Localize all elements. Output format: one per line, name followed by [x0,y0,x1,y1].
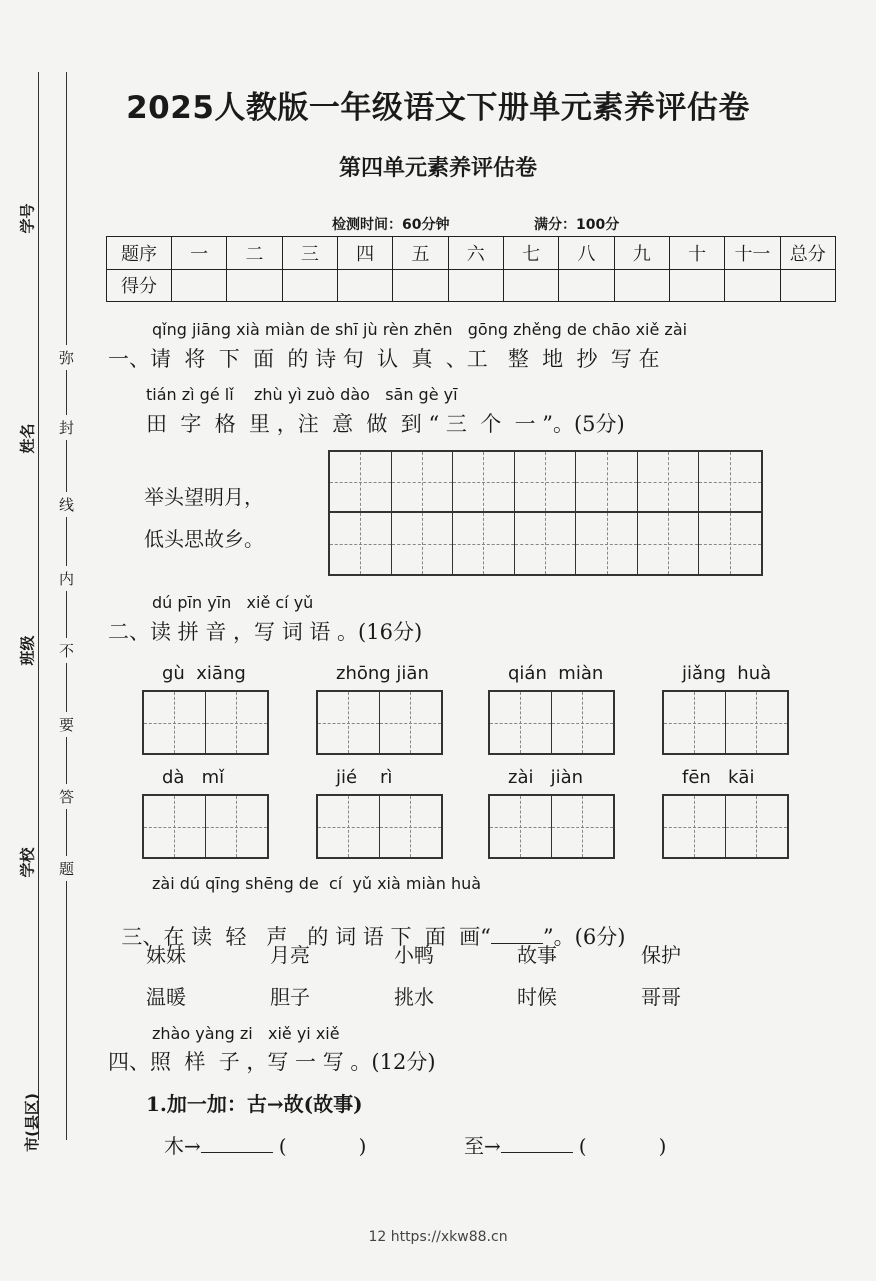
score-cell[interactable] [559,269,614,302]
paren-close: ) [358,1134,367,1158]
poem-line: 举头望明月， [144,485,264,509]
q2-word-pinyin: jié rì [336,767,393,788]
guide-line [668,452,669,511]
score-cell[interactable] [669,269,724,302]
side-outer-line [38,72,39,1140]
q3-word[interactable]: 小鸭 [394,943,434,967]
q2-answer-grid[interactable] [662,690,789,755]
q4-item [464,1130,666,1159]
q2-word-pinyin: gù xiāng [162,663,246,684]
q3-pinyin: zài dú qīng shēng de cí yǔ xià miàn huà [152,874,482,893]
q2-word-pinyin: zhōng jiān [336,663,429,684]
q2-answer-grid[interactable] [142,690,269,755]
q3-word[interactable]: 月亮 [270,943,310,967]
tianzige-cell[interactable] [699,513,761,574]
score-table-col: 一 [172,237,227,270]
seal-char: 内 [59,566,74,591]
q4-item-label: 木→ [164,1134,201,1158]
q2-answer-grid[interactable] [316,794,443,859]
tianzige-cell[interactable] [330,513,392,574]
q4-item-label: 至→ [464,1134,501,1158]
q4-pinyin: zhào yàng zi xiě yi xiě [152,1024,340,1043]
guide-line [694,692,695,753]
seal-char: 要 [59,712,74,737]
seal-char: 不 [59,638,74,663]
side-label-school: 学校 [18,847,37,878]
tianzige-cell[interactable] [490,692,552,753]
guide-line [410,692,411,753]
score-cell[interactable] [780,269,835,302]
guide-line [545,513,546,574]
guide-line [730,452,731,511]
guide-line [174,692,175,753]
tianzige-cell[interactable] [453,513,515,574]
seal-char: 封 [59,415,74,440]
guide-line [756,692,757,753]
tianzige-cell[interactable] [515,452,577,513]
tianzige-cell[interactable] [453,452,515,513]
guide-line [756,796,757,857]
score-cell[interactable] [503,269,558,302]
guide-line [730,513,731,574]
guide-line [236,796,237,857]
guide-line [360,513,361,574]
tianzige-cell[interactable] [515,513,577,574]
score-table-header-row [107,237,836,270]
q2-pinyin: dú pīn yīn xiě cí yǔ [152,593,314,612]
guide-line [483,513,484,574]
q3-word[interactable]: 妹妹 [146,943,186,967]
tianzige-cell[interactable] [726,692,788,753]
tianzige-cell[interactable] [144,796,206,857]
tianzige-cell[interactable] [726,796,788,857]
answer-blank[interactable] [201,1152,273,1153]
tianzige-cell[interactable] [664,692,726,753]
guide-line [236,692,237,753]
guide-line [348,692,349,753]
score-cell[interactable] [448,269,503,302]
guide-line [483,452,484,511]
score-table [106,236,836,302]
tianzige-cell[interactable] [318,796,380,857]
side-label-name: 姓名 [18,423,37,454]
q2-word-pinyin: jiǎng huà [682,663,772,684]
tianzige-cell[interactable] [144,692,206,753]
seal-char: 弥 [59,345,74,370]
tianzige-cell[interactable] [392,452,454,513]
full-score: 满分：100分 [534,217,620,233]
paren-open: ( [278,1134,287,1158]
tianzige-cell[interactable] [380,692,442,753]
seal-char: 线 [59,492,74,517]
guide-line [582,796,583,857]
score-table-label: 题序 [107,237,172,270]
q1-pinyin-line2: tián zì gé lǐ zhù yì zuò dào sān gè yī [146,385,458,404]
side-label-city: 市(县区) [22,1093,41,1152]
score-table-col: 四 [337,237,392,270]
exam-time: 检测时间：60分钟 [332,217,450,233]
q3-heading-score: ”。(6分) [542,925,626,949]
score-table-col: 十 [669,237,724,270]
q3-word[interactable]: 挑水 [394,985,434,1009]
q4-item [164,1130,366,1159]
score-table-col: 总分 [780,237,835,270]
score-cell[interactable] [614,269,669,302]
q1-pinyin-line1: qǐng jiāng xià miàn de shī jù rèn zhēn gōng zhěng de chāo xiě zài [152,320,688,339]
page-subtitle: 第四单元素养评估卷 [338,156,537,181]
score-table-col: 十一 [725,237,780,270]
q2-heading: 二、读 拼 音 ，写 词 语 。(16分) [108,620,423,644]
tianzige-grid[interactable] [328,450,763,576]
side-label-student-id: 学号 [18,203,37,234]
q1-heading-line2: 田 字 格 里 ，注 意 做 到 “ 三 个 一 ”。(5分) [146,412,625,436]
q2-answer-grid[interactable] [488,690,615,755]
tianzige-cell[interactable] [318,692,380,753]
guide-line [607,513,608,574]
score-table-col: 八 [559,237,614,270]
tianzige-cell[interactable] [490,796,552,857]
q3-word[interactable]: 胆子 [270,985,310,1009]
paren-close: ) [658,1134,667,1158]
score-table-col: 二 [227,237,282,270]
guide-line [410,796,411,857]
q2-word-pinyin: fēn kāi [682,767,755,788]
score-cell[interactable] [227,269,282,302]
guide-line [520,796,521,857]
guide-line [582,692,583,753]
guide-line [668,513,669,574]
score-table-col: 七 [503,237,558,270]
score-cell[interactable] [393,269,448,302]
score-table-label: 得分 [107,269,172,302]
guide-line [174,796,175,857]
guide-line [422,452,423,511]
q2-answer-grid[interactable] [662,794,789,859]
tianzige-cell[interactable] [664,796,726,857]
guide-line [545,452,546,511]
score-cell[interactable] [282,269,337,302]
q2-word-pinyin: zài jiàn [508,767,584,788]
tianzige-cell[interactable] [330,452,392,513]
tianzige-cell[interactable] [392,513,454,574]
tianzige-cell[interactable] [638,513,700,574]
tianzige-cell[interactable] [552,692,614,753]
score-cell[interactable] [337,269,392,302]
answer-blank[interactable] [501,1152,573,1153]
side-inner-line [66,72,67,1140]
q3-word[interactable]: 时候 [517,985,557,1009]
tianzige-cell[interactable] [206,692,268,753]
score-table-col: 九 [614,237,669,270]
score-table-col: 三 [282,237,337,270]
q2-word-pinyin: dà mǐ [162,767,225,788]
q4-heading: 四、照 样 子 ，写 一 写 。(12分) [108,1050,436,1074]
score-cell[interactable] [725,269,780,302]
guide-line [422,513,423,574]
q2-answer-grid[interactable] [488,794,615,859]
tianzige-cell[interactable] [576,513,638,574]
q3-word[interactable]: 哥哥 [641,985,681,1009]
q3-word[interactable]: 故事 [517,943,557,967]
score-table-col: 五 [393,237,448,270]
q2-word-pinyin: qián miàn [508,663,604,684]
score-table-col: 六 [448,237,503,270]
page-title: 2025人教版一年级语文下册单元素养评估卷 [126,90,750,126]
q4-sub-question: 1.加一加：古→故(故事) [146,1092,363,1116]
seal-char: 答 [59,784,74,809]
q2-answer-grid[interactable] [316,690,443,755]
guide-line [607,452,608,511]
q3-word[interactable]: 温暖 [146,985,186,1009]
q2-answer-grid[interactable] [142,794,269,859]
guide-line [520,692,521,753]
paren-open: ( [578,1134,587,1158]
q3-heading-text: 三、在 读 轻 声 的 词 语 下 面 画“ [121,925,491,949]
guide-line [360,452,361,511]
guide-line [694,796,695,857]
seal-char: 题 [59,856,74,881]
score-table-score-row [107,269,836,302]
tianzige-cell[interactable] [699,452,761,513]
poem-line: 低头思故乡。 [144,527,264,551]
tianzige-cell[interactable] [638,452,700,513]
guide-line [348,796,349,857]
tianzige-cell[interactable] [552,796,614,857]
score-cell[interactable] [172,269,227,302]
q3-word[interactable]: 保护 [641,943,681,967]
tianzige-cell[interactable] [380,796,442,857]
q1-heading-line1: 一、请 将 下 面 的 诗 句 认 真 、工 整 地 抄 写 在 [108,347,660,371]
tianzige-cell[interactable] [576,452,638,513]
side-label-class: 班级 [18,635,37,666]
tianzige-cell[interactable] [206,796,268,857]
page-footer: 12 https://xkw88.cn [368,1229,508,1245]
